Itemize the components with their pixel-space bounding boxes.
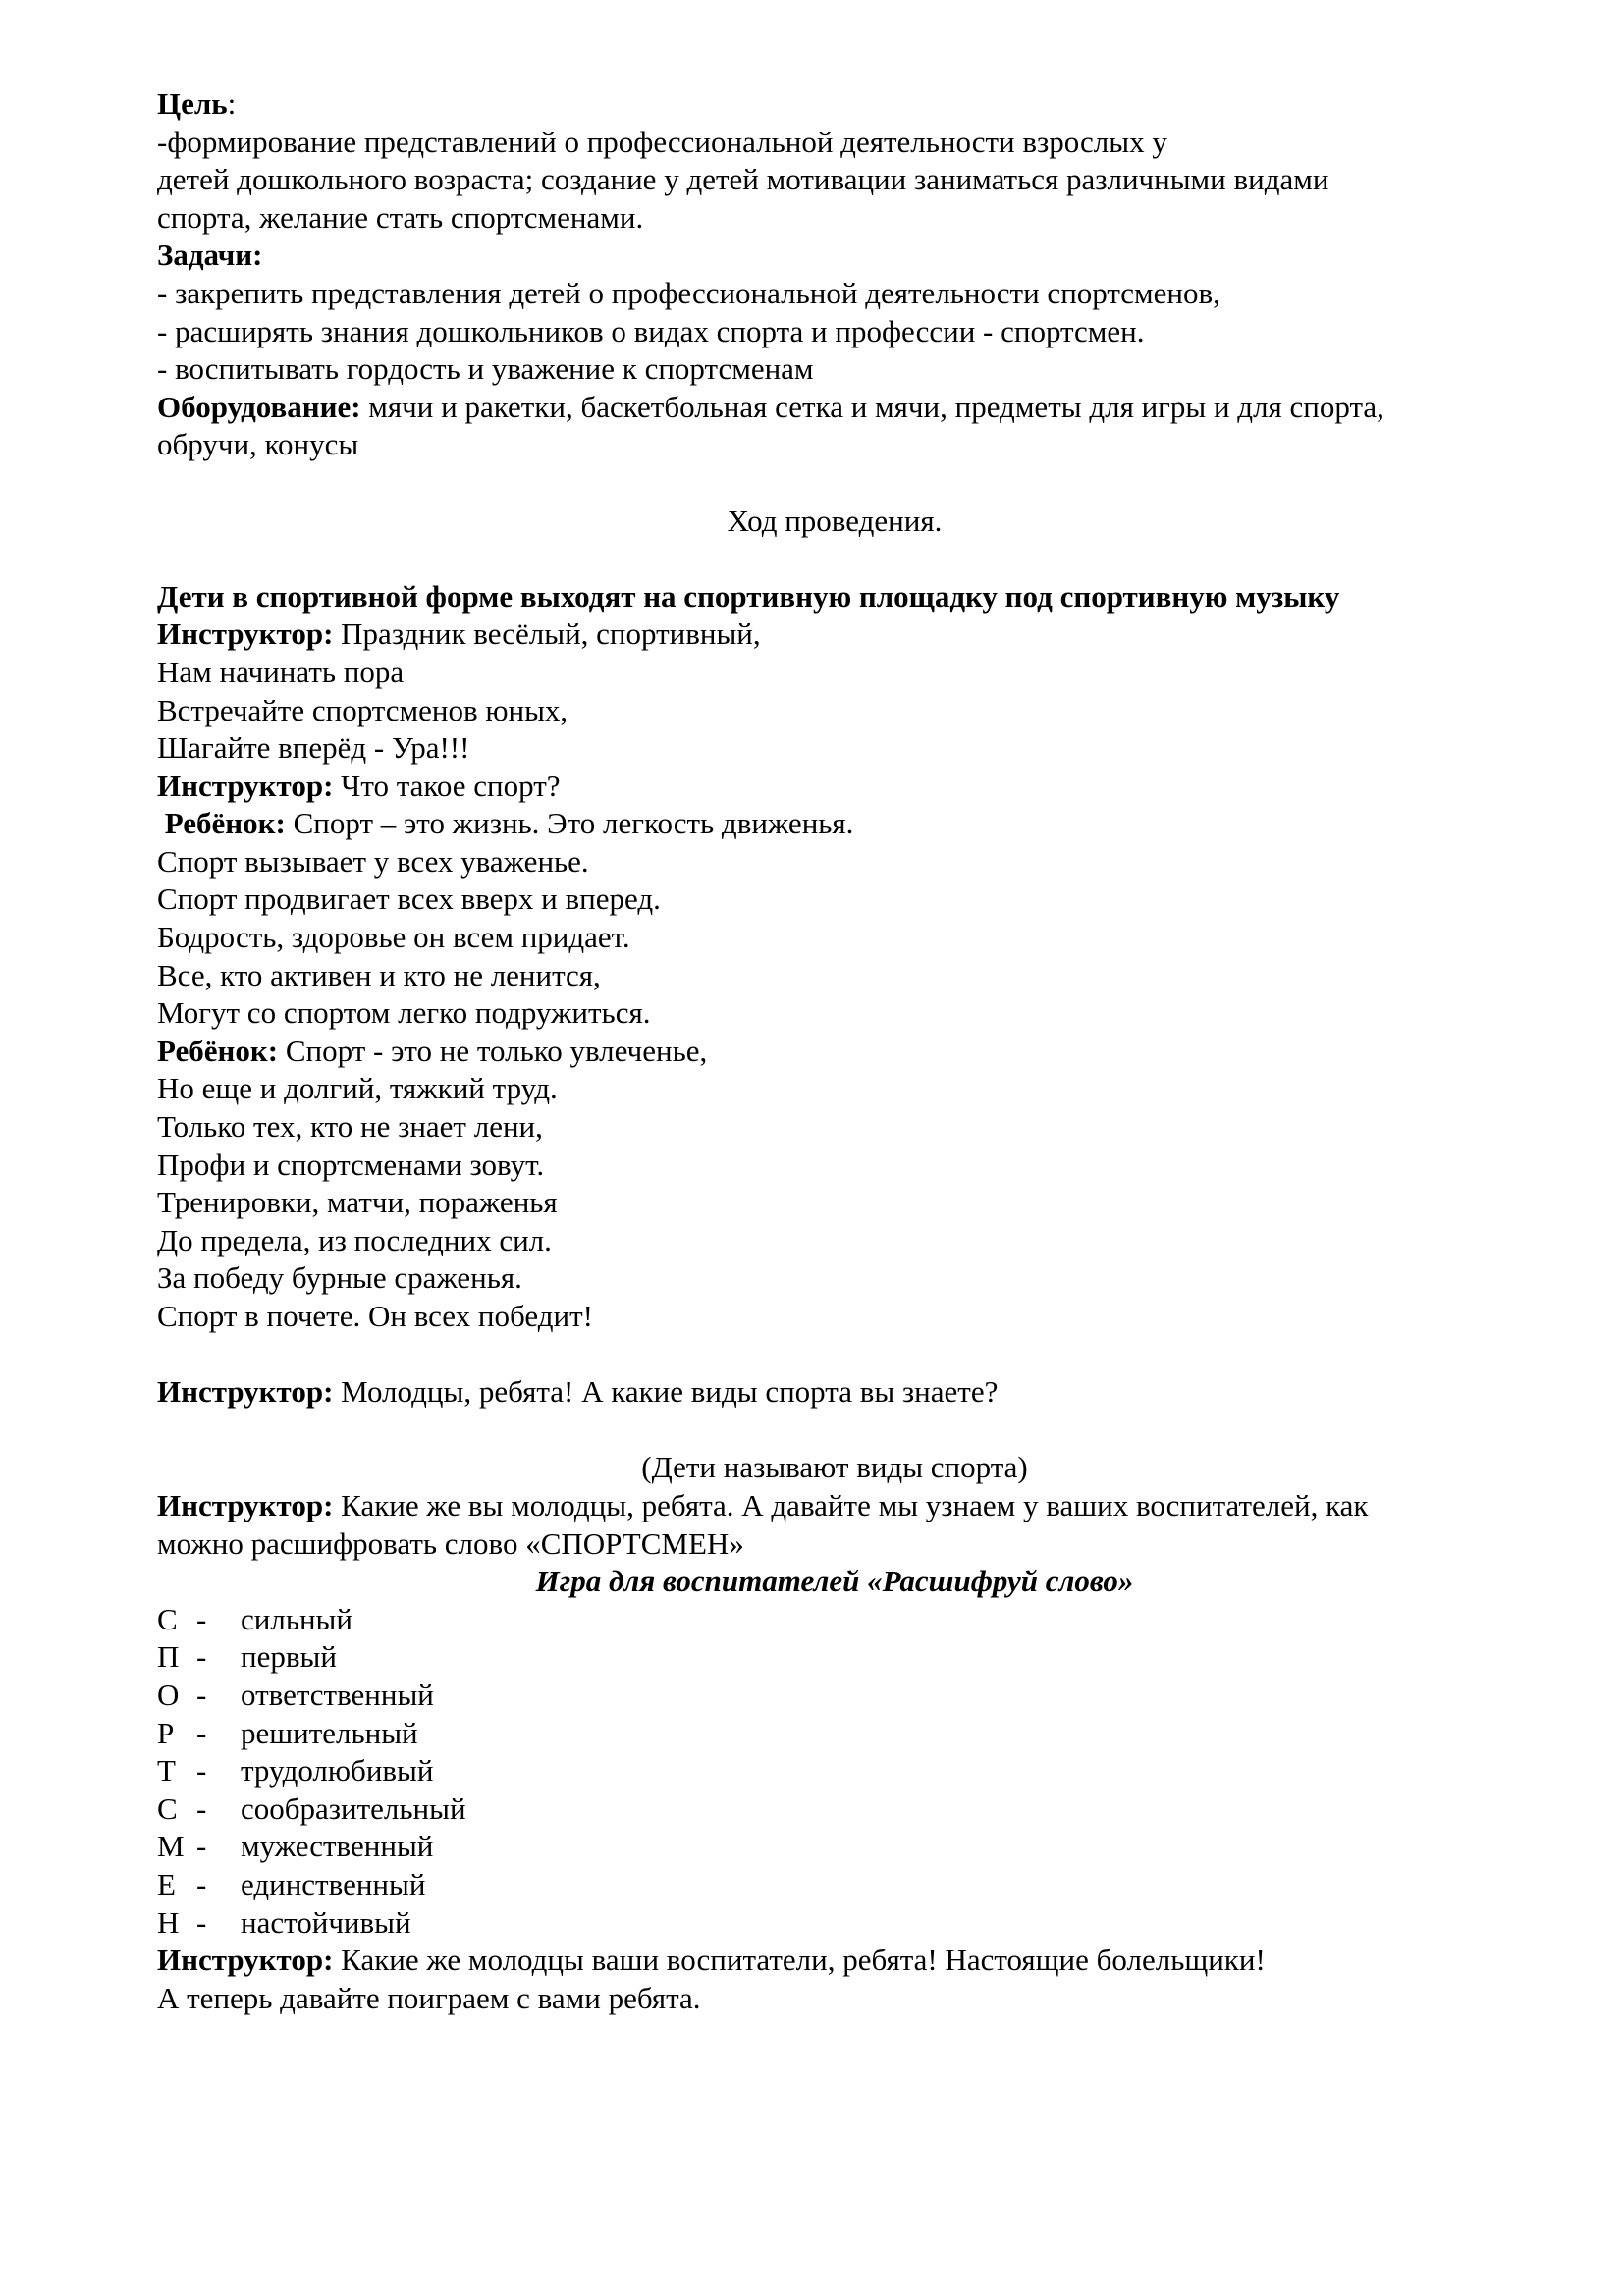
procedure-title: Ход проведения. bbox=[727, 503, 943, 538]
speech-line: А теперь давайте поиграем с вами ребята. bbox=[157, 1980, 701, 2015]
goal-line: детей дошкольного возраста; создание у детей мотивации заниматься различными видами bbox=[157, 162, 1329, 197]
acrostic-dash: - bbox=[196, 1829, 207, 1864]
task-item: - воспитывать гордость и уважение к спортсменам bbox=[157, 351, 814, 387]
acrostic-word: мужественный bbox=[241, 1829, 434, 1864]
verse-line: Нам начинать пора bbox=[157, 654, 405, 689]
acrostic-letter: П bbox=[157, 1639, 180, 1675]
acrostic-word: сильный bbox=[241, 1601, 352, 1636]
acrostic-list bbox=[157, 1601, 1512, 1942]
speaker-label: Инструктор: bbox=[157, 1943, 334, 1978]
speaker-label: Инструктор: bbox=[157, 1374, 334, 1410]
acrostic-dash: - bbox=[196, 1715, 207, 1750]
acrostic-row bbox=[157, 1752, 1512, 1790]
verse-line: Тренировки, матчи, пораженья bbox=[157, 1185, 558, 1220]
instructor-line bbox=[157, 768, 1512, 806]
game-title: Игра для воспитателей «Расшифруй слово» bbox=[535, 1564, 1134, 1599]
verse-line: Только тех, кто не знает лени, bbox=[157, 1109, 543, 1145]
verse-line: Могут со спортом легко подружиться. bbox=[157, 995, 651, 1031]
acrostic-dash: - bbox=[196, 1677, 207, 1712]
verse-line: Бодрость, здоровье он всем придает. bbox=[157, 920, 630, 955]
instructor-line bbox=[157, 1487, 1512, 1525]
speaker-label: Ребёнок: bbox=[157, 1033, 279, 1068]
speech-text: Какие же вы молодцы, ребята. А давайте мы узнаем у ваших воспитателей, как bbox=[333, 1487, 1369, 1522]
goal-colon: : bbox=[227, 86, 237, 121]
equipment-line bbox=[157, 389, 1512, 427]
speaker-label: Инструктор: bbox=[157, 1487, 334, 1522]
acrostic-word: решительный bbox=[241, 1715, 418, 1750]
acrostic-letter: Н bbox=[157, 1904, 180, 1940]
acrostic-row bbox=[157, 1677, 1512, 1715]
verse-line: Профи и спортсменами зовут. bbox=[157, 1147, 545, 1182]
children-note: (Дети называют виды спорта) bbox=[641, 1450, 1028, 1485]
task-item: - расширять знания дошкольников о видах спорта и профессии - спортсмен. bbox=[157, 313, 1145, 348]
acrostic-word: единственный bbox=[241, 1866, 426, 1901]
acrostic-word: трудолюбивый bbox=[241, 1753, 434, 1789]
acrostic-word: ответственный bbox=[241, 1677, 434, 1712]
spacer bbox=[157, 464, 1512, 503]
tasks-label: Задачи: bbox=[157, 238, 263, 273]
acrostic-row bbox=[157, 1638, 1512, 1677]
verse-line: Все, кто активен и кто не ленится, bbox=[157, 957, 601, 992]
child-line bbox=[157, 1033, 1512, 1071]
acrostic-row bbox=[157, 1904, 1512, 1943]
verse-line: Но еще и долгий, тяжкий труд. bbox=[157, 1071, 558, 1106]
acrostic-dash: - bbox=[196, 1753, 207, 1789]
speaker-label: Инструктор: bbox=[157, 616, 334, 652]
instructor-line bbox=[157, 1942, 1512, 1980]
goal-label: Цель bbox=[157, 86, 228, 121]
acrostic-letter: Р bbox=[157, 1715, 175, 1750]
speech-text: Что такое спорт? bbox=[333, 768, 561, 803]
equipment-text: мячи и ракетки, баскетбольная сетка и мячи, предметы для игры и для спорта, bbox=[360, 389, 1384, 424]
equipment-line-2: обручи, конусы bbox=[157, 427, 359, 462]
speech-text: Праздник весёлый, спортивный, bbox=[333, 616, 761, 652]
speech-line: можно расшифровать слово «СПОРТСМЕН» bbox=[157, 1525, 744, 1561]
acrostic-letter: С bbox=[157, 1601, 178, 1636]
acrostic-dash: - bbox=[196, 1639, 207, 1675]
instructor-line bbox=[157, 1373, 1512, 1412]
speech-text: Молодцы, ребята! А какие виды спорта вы знаете? bbox=[333, 1374, 999, 1410]
verse-line: Встречайте спортсменов юных, bbox=[157, 692, 568, 727]
acrostic-row bbox=[157, 1715, 1512, 1753]
acrostic-letter: С bbox=[157, 1790, 178, 1826]
acrostic-letter: О bbox=[157, 1677, 180, 1712]
intro-stage-direction: Дети в спортивной форме выходят на спортивную площадку под спортивную музыку bbox=[157, 578, 1340, 614]
acrostic-dash: - bbox=[196, 1904, 207, 1940]
verse-line: За победу бурные сраженья. bbox=[157, 1260, 522, 1296]
spacer bbox=[157, 1336, 1512, 1374]
acrostic-word: сообразительный bbox=[241, 1790, 466, 1826]
document-body bbox=[157, 85, 1512, 2017]
acrostic-letter: М bbox=[157, 1829, 185, 1864]
goal-heading-line bbox=[157, 85, 1512, 124]
acrostic-dash: - bbox=[196, 1790, 207, 1826]
verse-line: Спорт продвигает всех вверх и вперед. bbox=[157, 881, 661, 917]
spacer bbox=[157, 540, 1512, 578]
goal-line: спорта, желание стать спортсменами. bbox=[157, 199, 644, 235]
acrostic-dash: - bbox=[196, 1601, 207, 1636]
speaker-label: Инструктор: bbox=[157, 768, 334, 803]
task-item: - закрепить представления детей о профессиональной деятельности спортсменов, bbox=[157, 275, 1220, 310]
acrostic-dash: - bbox=[196, 1866, 207, 1901]
speech-text: Спорт - это не только увлеченье, bbox=[278, 1033, 708, 1068]
verse-line: До предела, из последних сил. bbox=[157, 1222, 552, 1257]
acrostic-row bbox=[157, 1866, 1512, 1904]
speaker-label: Ребёнок: bbox=[157, 806, 286, 841]
acrostic-letter: Е bbox=[157, 1866, 176, 1901]
acrostic-row bbox=[157, 1828, 1512, 1866]
acrostic-word: первый bbox=[241, 1639, 337, 1675]
verse-line: Спорт вызывает у всех уваженье. bbox=[157, 843, 589, 879]
goal-line: -формирование представлений о профессиональной деятельности взрослых у bbox=[157, 124, 1167, 159]
speech-text: Спорт – это жизнь. Это легкость движенья. bbox=[285, 806, 854, 841]
verse-line: Шагайте вперёд - Ура!!! bbox=[157, 730, 470, 766]
instructor-line bbox=[157, 615, 1512, 654]
acrostic-word: настойчивый bbox=[241, 1904, 411, 1940]
child-line bbox=[157, 805, 1512, 843]
equipment-label: Оборудование: bbox=[157, 389, 361, 424]
verse-line: Спорт в почете. Он всех победит! bbox=[157, 1299, 593, 1333]
acrostic-row bbox=[157, 1790, 1512, 1829]
spacer bbox=[157, 1412, 1512, 1450]
acrostic-letter: Т bbox=[157, 1753, 176, 1789]
speech-text: Какие же молодцы ваши воспитатели, ребята! Настоящие болельщики! bbox=[333, 1943, 1266, 1978]
acrostic-row bbox=[157, 1601, 1512, 1639]
